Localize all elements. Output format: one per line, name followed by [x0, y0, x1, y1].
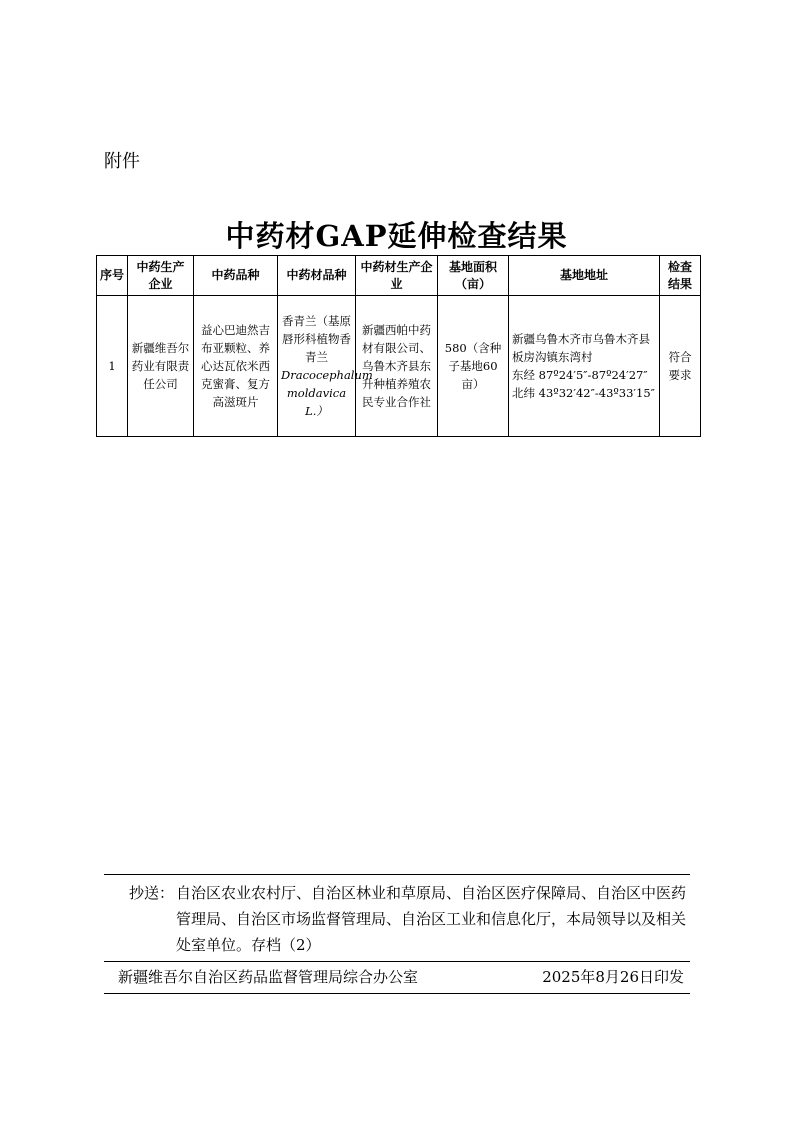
header-seq: 序号	[97, 256, 128, 296]
herb-latin-name: Dracocephalum moldavica	[281, 368, 373, 400]
cell-herb-producer: 新疆西帕中药材有限公司、乌鲁木齐县东升种植养殖农民专业合作社	[356, 296, 438, 437]
footer-bottom-rule	[104, 993, 690, 994]
header-address: 基地地址	[509, 256, 660, 296]
herb-chinese-name: 香青兰（基原唇形科植物香青兰	[282, 314, 351, 364]
cc-recipients: 自治区农业农村厅、自治区林业和草原局、自治区医疗保障局、自治区中医药管理局、自治区市场监督管理局、自治区工业和信息化厅，本局领导以及相关处室单位。存档（2）	[176, 884, 687, 954]
cell-company: 新疆维吾尔药业有限责任公司	[128, 296, 194, 437]
header-herb: 中药材品种	[278, 256, 356, 296]
address-longitude: 东经 87º24′5″-87º24′27″	[512, 368, 648, 382]
header-area: 基地面积（亩）	[438, 256, 509, 296]
issuer-office: 新疆维吾尔自治区药品监督管理局综合办公室	[118, 968, 419, 986]
issuer-line	[104, 962, 690, 993]
cell-area: 580（含种子基地60亩）	[438, 296, 509, 437]
table-header-row	[97, 256, 701, 296]
header-result: 检查结果	[660, 256, 701, 296]
inspection-result-table	[96, 255, 701, 437]
header-company: 中药生产企业	[128, 256, 194, 296]
cell-address	[509, 296, 660, 437]
cell-products: 益心巴迪然吉布亚颗粒、养心达瓦依米西克蜜膏、复方高滋斑片	[194, 296, 278, 437]
header-products: 中药品种	[194, 256, 278, 296]
cc-label: 抄送：	[128, 884, 174, 902]
cc-section	[104, 875, 690, 961]
document-title: 中药材GAP延伸检查结果	[225, 219, 568, 253]
address-text: 新疆乌鲁木齐市乌鲁木齐县板房沟镇东湾村	[512, 332, 650, 364]
cell-seq: 1	[97, 296, 128, 437]
issue-date: 2025年8月26日印发	[542, 968, 684, 986]
header-herb-producer: 中药材生产企业	[356, 256, 438, 296]
attachment-label: 附件	[104, 151, 140, 172]
table-row	[97, 296, 701, 437]
cell-result: 符合要求	[660, 296, 701, 437]
document-footer	[104, 874, 690, 994]
cell-herb	[278, 296, 373, 437]
herb-author: L.）	[305, 404, 328, 418]
address-latitude: 北纬 43º32′42″-43º33′15″	[512, 386, 655, 400]
